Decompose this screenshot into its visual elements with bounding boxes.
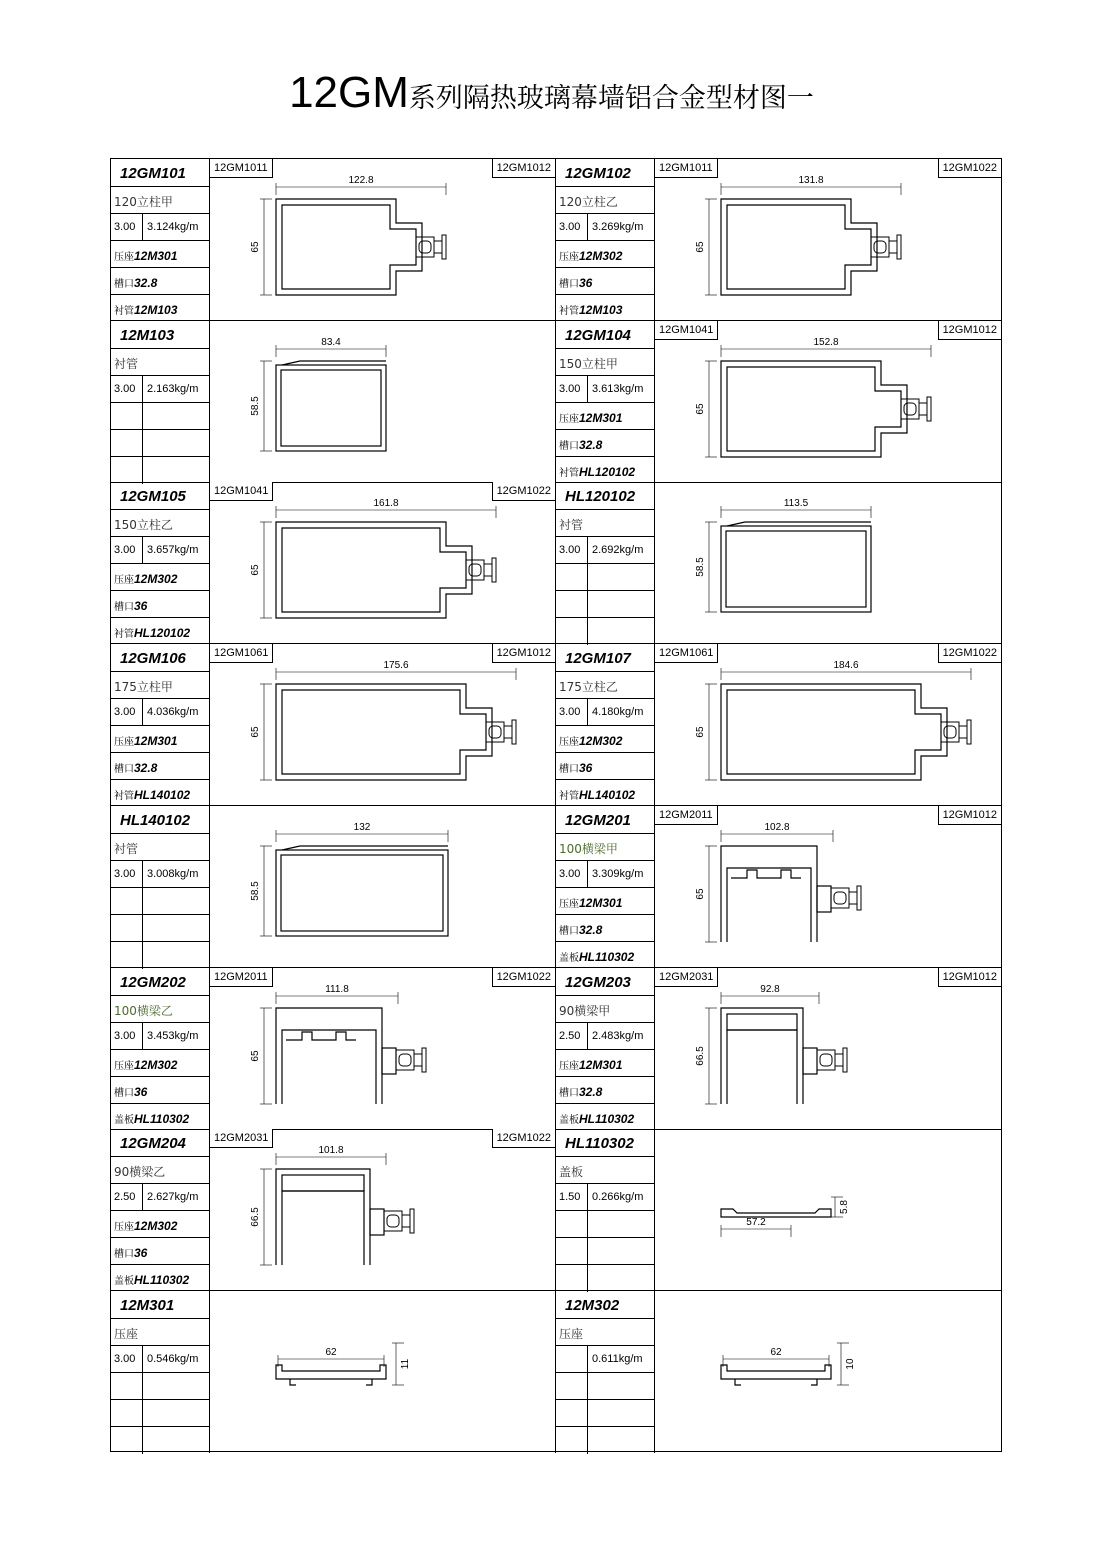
profile-name: 150立柱甲 [559,356,618,371]
profile-code: 12GM105 [120,488,186,506]
profile-outline [276,1365,386,1385]
profile-info-table [111,159,210,321]
press-seat-ref: 压座12M301 [114,249,178,263]
unit-weight: 3.269kg/m [592,221,644,233]
profile-code: 12GM101 [120,165,186,182]
profile-outline [721,1209,831,1217]
thermal-break-icon [396,1048,426,1072]
wall-thickness: 3.00 [559,221,581,233]
profile-outline [721,361,907,457]
dim-height-label: 65 [695,726,706,738]
profile-name: 175立柱甲 [114,680,173,695]
unit-weight: 0.546kg/m [147,1352,199,1365]
profile-name: 120立柱乙 [559,195,618,209]
profile-info-table [556,482,655,644]
profile-drawing [210,482,556,644]
wall-thickness: 3.00 [559,382,581,395]
part-tag-right: 12GM1012 [938,968,1002,987]
press-seat-ref: 压座12M302 [559,249,623,263]
part-tag-right: 12GM1012 [938,806,1002,825]
part-tag-left: 12GM1061 [654,644,718,663]
slot-width-ref: 槽口32.8 [559,922,603,937]
dim-width-label: 161.8 [373,498,399,510]
part-tag-left: 12GM2011 [654,806,718,825]
unit-weight: 2.163kg/m [147,382,199,395]
dim-height-label: 65 [695,241,706,253]
profile-info-table [111,806,210,968]
profile-cell [556,806,1001,968]
profile-drawing [210,1129,556,1291]
profile-code: 12GM201 [565,811,631,829]
thermal-break-icon [817,1048,847,1072]
profile-cell [111,159,556,321]
profile-info-table [111,644,210,806]
profile-outline [276,684,492,780]
part-tag-right: 12GM1022 [492,968,556,987]
part-tag-right: 12GM1012 [492,644,556,663]
dim-width-label: 83.4 [321,336,341,348]
profile-cell [556,1129,1001,1291]
dim-width-label: 113.5 [783,498,809,510]
dim-width-label: 132 [353,821,371,833]
profile-drawing [655,159,1001,321]
profile-section-drawing [210,159,556,321]
unit-weight: 3.657kg/m [147,544,199,557]
profile-info-table [556,1291,655,1453]
profile-info-table [556,1129,655,1291]
profile-drawing [210,1291,556,1453]
profile-section-drawing [655,806,1001,968]
wall-thickness: 3.00 [114,1029,136,1042]
wall-thickness: 3.00 [559,867,581,880]
thermal-break-icon [871,235,901,259]
profile-outline [276,522,472,618]
profile-cell [111,806,556,968]
unit-weight: 3.124kg/m [147,221,199,233]
profile-drawing [655,644,1001,806]
dim-width-label: 92.8 [760,983,780,995]
profile-code: 12M103 [120,326,175,344]
liner-ref: 衬管HL120102 [114,626,191,641]
press-seat-ref: 压座12M301 [559,895,623,910]
profile-name: 100横梁甲 [559,841,618,856]
slot-width-ref: 槽口36 [114,1246,148,1261]
profile-outline [721,522,871,612]
part-tag-left: 12GM1011 [209,159,273,178]
profile-section-drawing [210,806,556,968]
wall-thickness: 3.00 [114,867,136,880]
profile-code: 12M301 [120,1296,175,1314]
profile-section-drawing [655,968,1001,1130]
dim-width-label: 57.2 [746,1217,766,1229]
profile-name: 压座 [114,1326,139,1341]
profile-drawing [655,968,1001,1130]
profile-cell [111,1129,556,1291]
profile-section-drawing [655,159,1001,321]
profile-cell [556,159,1001,321]
liner-ref: 盖板HL110302 [114,1111,190,1126]
unit-weight: 0.611kg/m [592,1352,643,1365]
dim-height-label: 65 [695,888,706,900]
dim-width-label: 101.8 [318,1145,344,1157]
profile-info-table [111,1129,210,1291]
dim-height-label: 65 [250,1049,261,1062]
profile-section-drawing [210,321,556,483]
page-title [0,68,1103,128]
profile-info-table [111,482,210,644]
profile-cell [111,321,556,483]
profile-drawing [210,806,556,968]
profile-code: 12GM106 [120,650,186,668]
thermal-break-icon [416,235,446,259]
thermal-break-icon [941,720,971,744]
profile-name: 压座 [559,1326,584,1341]
part-tag-right: 12GM1012 [938,321,1002,340]
profile-name: 150立柱乙 [114,518,173,533]
slot-width-ref: 槽口36 [559,276,593,290]
wall-thickness: 3.00 [114,382,136,395]
profile-section-drawing [210,644,556,806]
profile-name: 衬管 [114,841,139,856]
profile-cell [111,968,556,1130]
liner-ref: 盖板HL110302 [559,1111,635,1126]
profile-name: 盖板 [559,1165,584,1180]
profile-section-drawing [655,321,1001,483]
profile-cell [556,482,1001,644]
press-seat-ref: 压座12M302 [114,572,178,587]
profile-section-drawing [210,482,556,644]
slot-width-ref: 槽口36 [559,761,593,776]
wall-thickness: 1.50 [559,1191,581,1204]
dim-width-label: 122.8 [348,175,374,186]
wall-thickness: 2.50 [559,1029,581,1042]
part-tag-left: 12GM1041 [209,482,273,501]
profile-name: 90横梁乙 [114,1165,166,1180]
liner-ref: 盖板HL110302 [559,949,635,964]
unit-weight: 2.483kg/m [592,1029,644,1042]
profile-drawing [655,321,1001,483]
profile-outline [276,1008,396,1104]
title-description: 系列隔热玻璃幕墙铝合金型材图一 [408,83,814,114]
profile-info-table [111,1291,210,1453]
profile-code: 12GM104 [565,326,631,344]
profile-info-table [556,644,655,806]
dim-height-label: 65 [695,403,706,415]
profile-section-drawing [210,1129,556,1291]
thermal-break-icon [901,397,931,421]
profile-outline [276,1169,384,1265]
dim-width-label: 175.6 [383,660,409,672]
thermal-break-icon [486,720,516,744]
profile-info-table [111,968,210,1130]
profile-info-table [556,806,655,968]
profile-code: HL140102 [120,811,191,829]
profile-name: 175立柱乙 [559,680,618,695]
wall-thickness: 2.50 [114,1191,136,1204]
dim-height-label: 66.5 [695,1045,706,1066]
part-tag-right: 12GM1022 [492,482,556,501]
wall-thickness: 3.00 [114,1352,136,1365]
liner-ref: 衬管HL140102 [114,788,191,803]
profile-drawing [655,482,1001,644]
profile-drawing [655,806,1001,968]
profile-cell [556,1291,1001,1453]
profile-name: 90横梁甲 [559,1003,611,1018]
profile-code: 12GM107 [565,650,631,668]
wall-thickness: 3.00 [114,706,136,719]
thermal-break-icon [466,558,496,582]
dim-width-label: 62 [770,1346,782,1358]
part-tag-left: 12GM1011 [654,159,718,178]
unit-weight: 2.627kg/m [147,1191,199,1204]
part-tag-left: 12GM1061 [209,644,273,663]
profile-code: 12GM202 [120,973,186,991]
profile-drawing [210,968,556,1130]
dim-width-label: 152.8 [813,336,839,348]
press-seat-ref: 压座12M302 [559,734,623,749]
liner-ref: 盖板HL110302 [114,1273,190,1288]
profile-drawing [210,321,556,483]
part-tag-right: 12GM1012 [492,159,556,178]
dim-height-label: 10 [845,1358,856,1370]
unit-weight: 3.453kg/m [147,1029,199,1042]
dim-height-label: 65 [250,726,261,738]
profile-outline [276,846,448,936]
dim-height-label: 66.5 [250,1207,261,1227]
profile-name: 衬管 [114,356,139,371]
profile-outline [721,846,831,942]
profile-outline [721,684,947,780]
liner-ref: 衬管12M103 [559,303,623,317]
profile-section-drawing [655,1129,1001,1291]
wall-thickness: 3.00 [114,544,136,557]
profile-drawing [210,644,556,806]
dim-height-label: 11 [400,1358,411,1370]
profile-code: 12M302 [565,1296,620,1314]
profile-section-drawing [210,968,556,1130]
part-tag-left: 12GM2011 [209,968,273,987]
slot-width-ref: 槽口36 [114,1084,148,1099]
profile-cell [111,1291,556,1453]
part-tag-right: 12GM1022 [938,159,1002,178]
thermal-break-icon [831,886,861,910]
profile-info-table [556,159,655,321]
profile-drawing [655,1129,1001,1291]
profile-info-table [556,321,655,483]
profile-cell [111,482,556,644]
profile-section-drawing [655,482,1001,644]
wall-thickness: 3.00 [559,706,581,719]
wall-thickness: 3.00 [114,221,136,233]
dim-height-label: 58.5 [250,881,261,901]
dim-height-label: 58.5 [250,395,261,416]
unit-weight: 3.613kg/m [592,382,644,395]
liner-ref: 衬管HL140102 [559,788,636,803]
profile-code: 12GM203 [565,973,631,991]
slot-width-ref: 槽口32.8 [114,761,158,776]
part-tag-left: 12GM2031 [654,968,718,987]
wall-thickness: 3.00 [559,544,581,557]
unit-weight: 4.180kg/m [592,706,644,719]
dim-height-label: 65 [250,241,261,253]
thermal-break-icon [384,1209,414,1233]
profile-outline [721,1365,831,1385]
unit-weight: 2.692kg/m [592,544,644,557]
unit-weight: 3.309kg/m [592,867,644,880]
part-tag-right: 12GM1022 [938,644,1002,663]
slot-width-ref: 槽口32.8 [559,1084,603,1099]
profile-outline [276,361,386,451]
dim-width-label: 131.8 [798,175,824,186]
liner-ref: 衬管HL120102 [559,464,636,479]
liner-ref: 衬管12M103 [114,303,178,317]
profile-code: 12GM102 [565,165,631,182]
profile-section-drawing [655,1291,1001,1453]
profile-outline [276,199,422,295]
press-seat-ref: 压座12M302 [114,1219,178,1234]
slot-width-ref: 槽口32.8 [559,437,603,452]
profile-code: HL110302 [565,1135,634,1153]
profile-section-drawing [655,644,1001,806]
profile-code: HL120102 [565,488,636,506]
profile-outline [721,1008,817,1104]
profile-code: 12GM204 [120,1135,186,1153]
dim-width-label: 62 [325,1346,337,1358]
dim-width-label: 111.8 [325,983,349,995]
profile-drawing [655,1291,1001,1453]
press-seat-ref: 压座12M301 [559,1057,623,1072]
profile-name: 衬管 [559,518,584,533]
dim-height-label: 5.8 [839,1200,850,1215]
press-seat-ref: 压座12M301 [114,734,178,749]
dim-height-label: 65 [250,564,261,576]
profile-info-table [111,321,210,483]
profile-section-drawing [210,1291,556,1453]
part-tag-left: 12GM1041 [654,321,718,340]
unit-weight: 0.266kg/m [592,1191,644,1204]
unit-weight: 4.036kg/m [147,706,199,719]
profile-info-table [556,968,655,1130]
profile-cell [556,644,1001,806]
profile-cell [556,968,1001,1130]
title-series: 12GM [289,68,409,117]
profile-cell [111,644,556,806]
press-seat-ref: 压座12M302 [114,1057,178,1072]
slot-width-ref: 槽口32.8 [114,276,158,290]
dim-height-label: 58.5 [695,557,706,578]
unit-weight: 3.008kg/m [147,867,199,880]
profile-outline [721,199,877,295]
part-tag-right: 12GM1022 [492,1129,556,1148]
dim-width-label: 102.8 [764,821,790,833]
profile-cell [556,321,1001,483]
press-seat-ref: 压座12M301 [559,410,623,425]
profile-drawing [210,159,556,321]
part-tag-left: 12GM2031 [209,1129,273,1148]
profile-name: 120立柱甲 [114,195,173,209]
profile-name: 100横梁乙 [114,1003,173,1018]
profile-sheet [110,158,1002,1452]
dim-width-label: 184.6 [833,660,859,672]
slot-width-ref: 槽口36 [114,599,148,614]
